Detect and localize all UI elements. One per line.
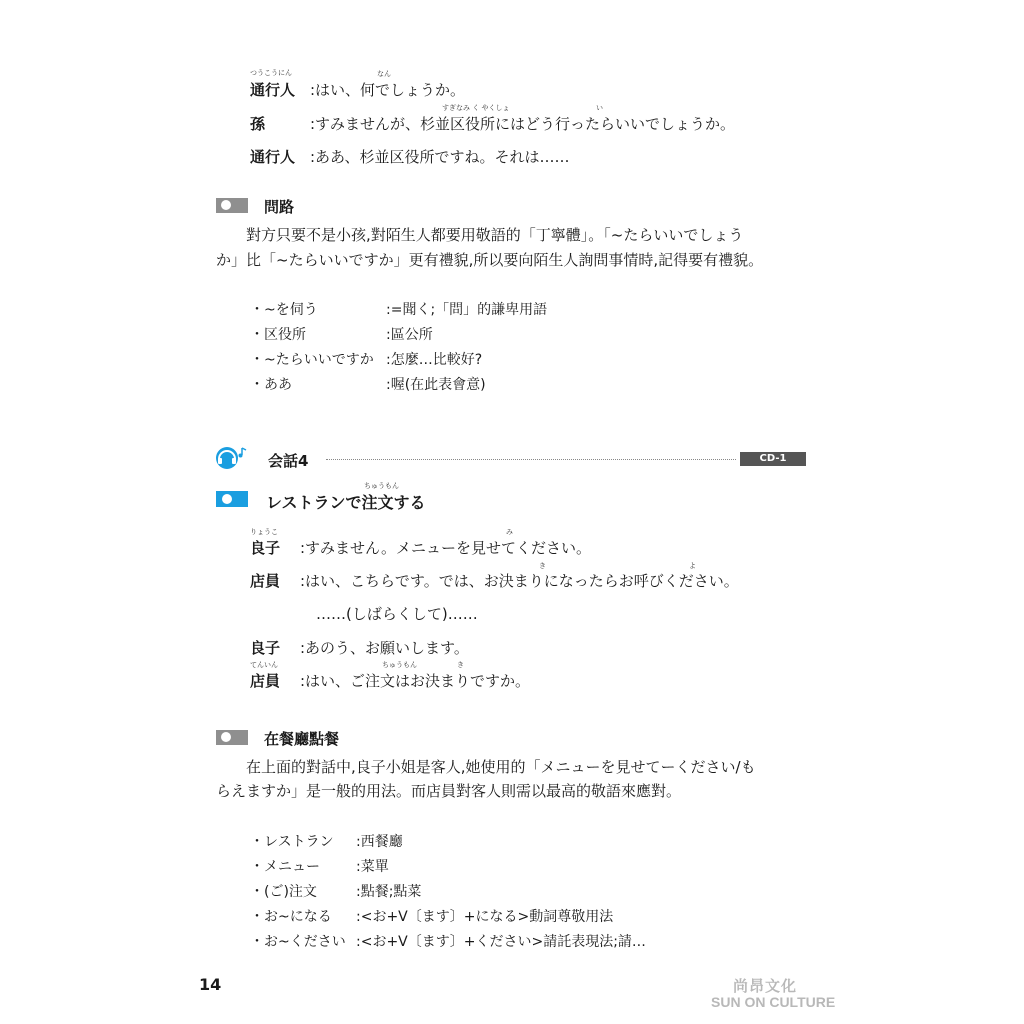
note-title: 問路: [264, 198, 295, 216]
vocab-term: ・区役所: [250, 327, 306, 343]
vocab-meaning: :區公所: [386, 327, 433, 343]
section-title: 会話4: [268, 452, 309, 470]
speaker-name: 孫: [250, 115, 266, 133]
cd-track-label: CD-1: [740, 452, 806, 466]
speaker-name: 良子: [250, 639, 281, 657]
vocab-term: ・ああ: [250, 377, 292, 393]
publisher-logo-en: SUN ON CULTURE: [711, 994, 836, 1010]
vocab-meaning: :西餐廳: [356, 834, 403, 850]
vocab-meaning: :怎麼…比較好?: [386, 352, 483, 368]
dialogue-stage-direction: ……(しばらくして)……: [316, 605, 478, 623]
dialogue-line: :はい、ご注文はお決まりですか。: [300, 672, 531, 690]
vocab-meaning: :喔(在此表會意): [386, 377, 486, 393]
speaker-name: 店員: [250, 572, 281, 590]
ruby-tenin: てんいん: [250, 661, 278, 669]
headphones-icon: [214, 444, 254, 472]
section-subtitle: レストランで注文する: [266, 493, 426, 512]
vocab-term: ・お~ください: [250, 934, 346, 950]
ruby-i: い: [596, 104, 603, 112]
vocab-meaning: :<お+V〔ます〕+ください>請託表現法;請…: [356, 934, 646, 950]
speaker-name: 通行人: [250, 148, 296, 166]
ruby-nan: なん: [377, 70, 391, 78]
dialogue-line: :あのう、お願いします。: [300, 639, 469, 657]
vocab-term: ・お~になる: [250, 909, 332, 925]
ruby-chumon: ちゅうもん: [382, 661, 417, 669]
dialogue-line: :すみません。メニューを見せてください。: [300, 539, 591, 557]
dialogue-line: :すみませんが、杉並区役所にはどう行ったらいいでしょうか。: [310, 115, 736, 133]
ruby-chumon: ちゅうもん: [364, 482, 399, 490]
ruby-ki: き: [539, 562, 546, 570]
vocab-term: ・~たらいいですか: [250, 352, 374, 368]
dialogue-line: :ああ、杉並区役所ですね。それは……: [310, 148, 570, 166]
ruby-ki: き: [457, 661, 464, 669]
note-badge: [216, 730, 248, 745]
ruby-tsuukounin: つうこうにん: [250, 69, 292, 77]
vocab-term: ・~を伺う: [250, 302, 318, 318]
vocab-meaning: :點餐;點菜: [356, 884, 422, 900]
ruby-mi: み: [506, 528, 513, 536]
vocab-meaning: :=聞く;「問」的謙卑用語: [386, 302, 548, 318]
dialogue-line: :はい、こちらです。では、お決まりになったらお呼びください。: [300, 572, 739, 590]
note-paragraph-line: 對方只要不是小孩,對陌生人都要用敬語的「丁寧體」。「~たらいいでしょう: [246, 226, 744, 244]
subtitle-badge: [216, 491, 248, 507]
dotted-divider: [326, 459, 736, 460]
note-badge: [216, 198, 248, 213]
note-title: 在餐廳點餐: [264, 730, 340, 748]
note-paragraph-line: か」比「~たらいいですか」更有禮貌,所以要向陌生人詢問事情時,記得要有禮貌。: [216, 251, 764, 269]
page-number: 14: [199, 975, 222, 994]
vocab-term: ・メニュー: [250, 859, 320, 875]
ruby-ryouko: りょうこ: [250, 528, 278, 536]
vocab-term: ・(ご)注文: [250, 884, 317, 900]
vocab-term: ・レストラン: [250, 834, 334, 850]
ruby-yo: よ: [689, 562, 696, 570]
speaker-name: 良子: [250, 539, 281, 557]
note-paragraph-line: らえますか」是一般的用法。而店員對客人則需以最高的敬語來應對。: [216, 782, 682, 800]
vocab-meaning: :<お+V〔ます〕+になる>動詞尊敬用法: [356, 909, 614, 925]
speaker-name: 通行人: [250, 81, 296, 99]
publisher-logo-cn: 尚昂文化: [733, 977, 798, 995]
note-paragraph-line: 在上面的對話中,良子小姐是客人,她使用的「メニューを見せてーください/も: [246, 758, 756, 776]
ruby-suginami: すぎなみ く やくしょ: [442, 104, 510, 112]
speaker-name: 店員: [250, 672, 281, 690]
vocab-meaning: :菜單: [356, 859, 389, 875]
dialogue-line: :はい、何でしょうか。: [310, 81, 466, 99]
